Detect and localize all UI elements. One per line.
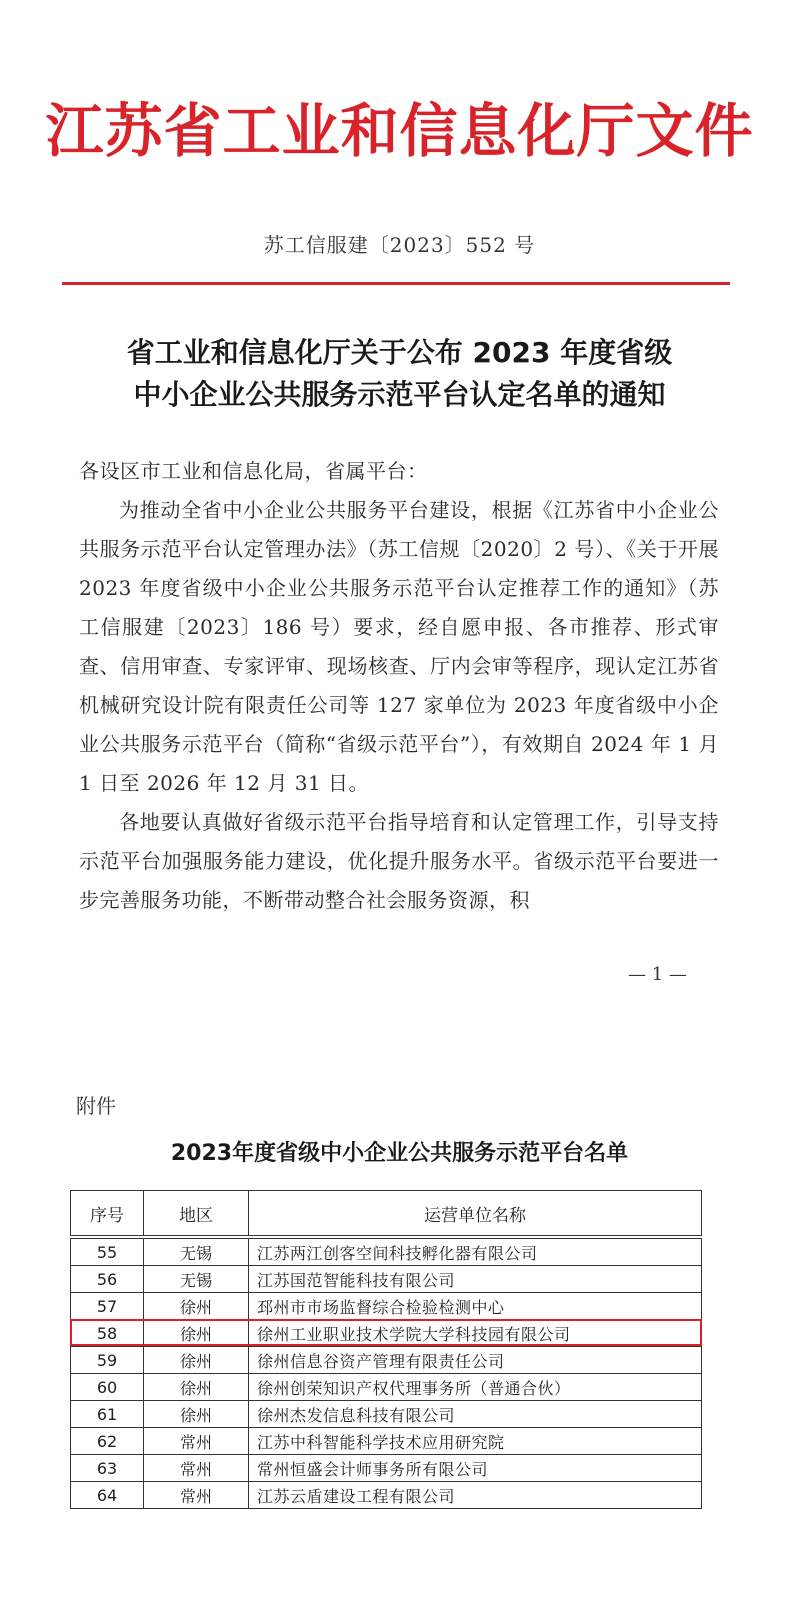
row-company-name: 江苏云盾建设工程有限公司 (249, 1482, 702, 1509)
row-region: 徐州 (144, 1374, 249, 1401)
body-paragraph-1: 为推动全省中小企业公共服务平台建设，根据《江苏省中小企业公共服务示范平台认定管理办法》（苏工信规〔2020〕2 号）、《关于开展 2023 年度省级中小企业公共服务示范平台认定推荐工作的通知》（苏工信服建〔2023〕186 号）要求，经自愿申报、各市推荐、形式审查、信用审查、专家评审、现场核查、厅内会审等程序，现认定江苏省机械研究设计院有限责任公司等 127 家单位为 2023 年度省级中小企业公共服务示范平台（简称“省级示范平台”），有效期自 2024 年 1 月 1 日至 2026 年 12 月 31 日。 (79, 498, 719, 795)
row-company-name: 徐州工业职业技术学院大学科技园有限公司 (249, 1320, 702, 1347)
page-number: — 1 — (628, 964, 687, 985)
row-company-name: 常州恒盛会计师事务所有限公司 (249, 1455, 702, 1482)
row-company-name: 徐州杰发信息科技有限公司 (249, 1401, 702, 1428)
row-number: 60 (71, 1374, 144, 1401)
table-row (71, 1401, 702, 1428)
table-row (71, 1374, 702, 1401)
document-number: 苏工信服建〔2023〕552 号 (263, 233, 536, 257)
notice-title-line-2: 中小企业公共服务示范平台认定名单的通知 (133, 378, 666, 411)
table-row (71, 1428, 702, 1455)
row-company-name: 江苏两江创客空间科技孵化器有限公司 (249, 1237, 702, 1266)
table-row-highlighted (71, 1320, 702, 1347)
row-region: 徐州 (144, 1401, 249, 1428)
salutation: 各设区市工业和信息化局，省属平台： (79, 459, 428, 483)
row-region: 徐州 (144, 1347, 249, 1374)
row-company-name: 邳州市市场监督综合检验检测中心 (249, 1293, 702, 1320)
attachment-label: 附件 (76, 1094, 116, 1118)
row-region: 徐州 (144, 1293, 249, 1320)
row-number: 59 (71, 1347, 144, 1374)
row-region: 常州 (144, 1428, 249, 1455)
column-header-number: 序号 (71, 1191, 144, 1238)
row-region: 常州 (144, 1482, 249, 1509)
notice-title (0, 332, 799, 416)
row-number: 61 (71, 1401, 144, 1428)
notice-title-line-1: 省工业和信息化厅关于公布 2023 年度省级 (126, 336, 673, 369)
table-row (71, 1237, 702, 1266)
row-region: 常州 (144, 1455, 249, 1482)
row-region: 徐州 (144, 1320, 249, 1347)
row-number: 63 (71, 1455, 144, 1482)
body-paragraph-2: 各地要认真做好省级示范平台指导培育和认定管理工作，引导支持示范平台加强服务能力建设，优化提升服务水平。省级示范平台要进一步完善服务功能，不断带动整合社会服务资源，积 (79, 810, 719, 912)
row-number: 56 (71, 1266, 144, 1293)
list-title: 2023年度省级中小企业公共服务示范平台名单 (170, 1141, 629, 1166)
table-row (71, 1455, 702, 1482)
row-company-name: 江苏国范智能科技有限公司 (249, 1266, 702, 1293)
notice-body (79, 452, 719, 920)
row-number: 57 (71, 1293, 144, 1320)
row-number: 64 (71, 1482, 144, 1509)
table-row (71, 1482, 702, 1509)
table-row (71, 1347, 702, 1374)
red-divider (62, 282, 730, 285)
row-region: 无锡 (144, 1237, 249, 1266)
row-company-name: 徐州信息谷资产管理有限责任公司 (249, 1347, 702, 1374)
row-number: 55 (71, 1237, 144, 1266)
column-header-region: 地区 (144, 1191, 249, 1238)
row-company-name: 徐州创荣知识产权代理事务所（普通合伙） (249, 1374, 702, 1401)
row-region: 无锡 (144, 1266, 249, 1293)
row-company-name: 江苏中科智能科学技术应用研究院 (249, 1428, 702, 1455)
row-number: 62 (71, 1428, 144, 1455)
row-number: 58 (71, 1320, 144, 1347)
table-row (71, 1266, 702, 1293)
document-header-title: 江苏省工业和信息化厅文件 (45, 97, 754, 165)
table-row (71, 1293, 702, 1320)
platform-list-table (70, 1190, 702, 1509)
table-header-row (71, 1191, 702, 1238)
column-header-name: 运营单位名称 (249, 1191, 702, 1238)
